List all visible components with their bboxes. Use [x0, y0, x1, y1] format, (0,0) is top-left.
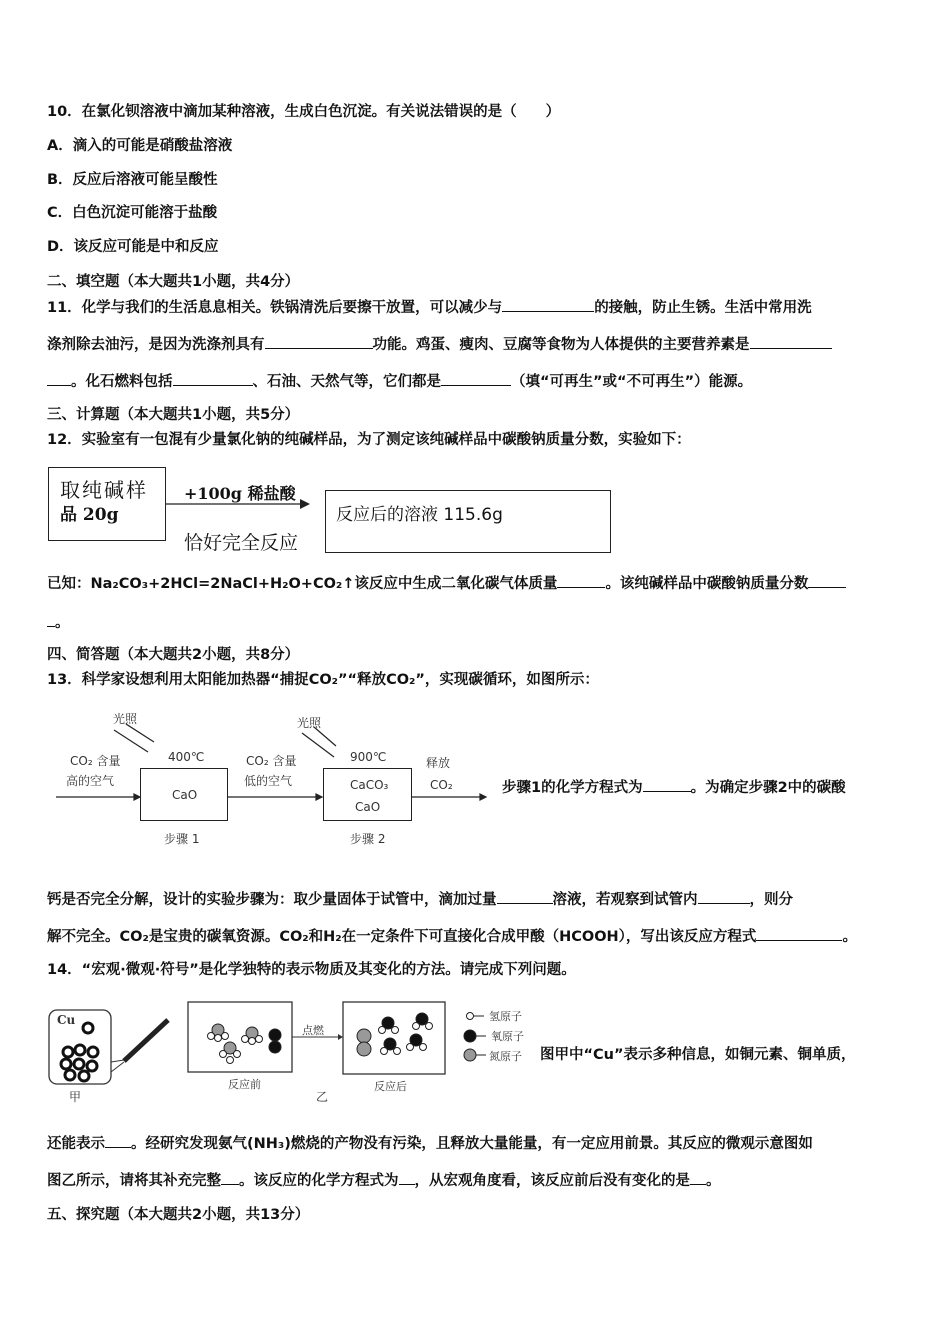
temp-label: 900℃ [350, 750, 387, 764]
text: 、石油、天然气等，它们都是 [252, 374, 441, 390]
step2-label: 步骤 2 [350, 832, 386, 846]
text: 溶液，若观察到试管内 [552, 892, 698, 908]
text: 。 [55, 615, 70, 631]
sample-mass: 品 20g [60, 505, 119, 525]
legend-oxygen: 氧原子 [491, 1030, 524, 1043]
mid-label: 低的空气 [244, 774, 293, 788]
input-label: CO₂ 含量 [70, 754, 121, 768]
q12-stem: 12．实验室有一包混有少量氯化钠的纯碱样品，为了测定该纯碱样品中碳酸钠质量分数，实验如下： [47, 432, 691, 448]
mid-label: CO₂ 含量 [246, 754, 297, 768]
reagent-label: +100g 稀盐酸 [184, 484, 296, 503]
q14-line2 [47, 1133, 813, 1154]
temp-label: 400℃ [168, 750, 205, 764]
input-label: 高的空气 [66, 774, 115, 788]
text: 。化石燃料包括 [71, 374, 173, 390]
text: 钙是否完全分解，设计的实验步骤为：取少量固体于试管中，滴加过量 [47, 892, 497, 908]
text: ，则分 [749, 892, 793, 908]
q10-option-c: C．白色沉淀可能溶于盐酸 [47, 205, 218, 221]
text: 。该反应的化学方程式为 [239, 1173, 399, 1189]
section-4-heading: 四、简答题（本大题共2小题，共8分） [47, 647, 300, 663]
output-label: 释放 [426, 756, 451, 770]
step1-label: 步骤 1 [164, 832, 200, 846]
solution-label: 反应后的溶液 115.6g [336, 505, 503, 525]
blank [105, 1133, 131, 1148]
text: （填“可再生”或“不可再生”）能源。 [511, 374, 753, 390]
text: 。 [706, 1173, 721, 1189]
text: 11．化学与我们的生活息息相关。铁锅清洗后要擦干放置，可以减少与 [47, 300, 503, 316]
text: 解不完全。CO₂是宝贵的碳氧资源。CO₂和H₂在一定条件下可直接化合成甲酸（HCOOH），写出该反应方程式 [47, 929, 757, 945]
text: 。为确定步骤2中的碳酸 [690, 780, 846, 796]
light-label: 光照 [297, 716, 322, 730]
figure-yi-label: 乙 [316, 1090, 329, 1104]
text: 步骤1的化学方程式为 [502, 780, 643, 796]
section-5-heading: 五、探究题（本大题共2小题，共13分） [47, 1207, 310, 1223]
text: 已知：Na₂CO₃+2HCl=2NaCl+H₂O+CO₂↑该反应中生成二氧化碳气体质量 [47, 576, 558, 592]
q14-stem: 14．“宏观·微观·符号”是化学独特的表示物质及其变化的方法。请完成下列问题。 [47, 962, 576, 978]
text: 。 [842, 929, 857, 945]
legend-hydrogen: 氢原子 [489, 1010, 522, 1023]
legend-nitrogen: 氮原子 [489, 1050, 522, 1063]
section-3-heading: 三、计算题（本大题共1小题，共5分） [47, 407, 300, 423]
sample-label: 取纯碱样 [60, 478, 148, 502]
q10-option-d: D．该反应可能是中和反应 [47, 239, 219, 255]
condition-label: 恰好完全反应 [184, 532, 299, 554]
after-label: 反应后 [374, 1080, 407, 1093]
step1-content: CaO [172, 788, 198, 802]
step2-content: CaCO₃ [350, 778, 389, 792]
ignite-label: 点燃 [302, 1024, 324, 1037]
text: 。经研究发现氨气(NH₃)燃烧的产物没有污染，且释放大量能量，有一定应用前景。其反应的微观示意图如 [131, 1136, 813, 1152]
text: 还能表示 [47, 1136, 105, 1152]
blank [221, 1170, 239, 1185]
blank [399, 1170, 415, 1185]
q13-stem: 13．科学家设想利用太阳能加热器“捕捉CO₂”“释放CO₂”，实现碳循环，如图所示： [47, 672, 599, 688]
text: 。该纯碱样品中碳酸钠质量分数 [605, 576, 809, 592]
text: 图乙所示，请将其补充完整 [47, 1173, 221, 1189]
before-label: 反应前 [228, 1078, 261, 1091]
q14-right-text: 图甲中“Cu”表示多种信息，如铜元素、铜单质， [540, 1047, 856, 1063]
output-label: CO₂ [430, 778, 453, 792]
text: ，从宏观角度看，该反应前后没有变化的是 [414, 1173, 690, 1189]
light-label: 光照 [113, 712, 138, 726]
blank [690, 1170, 706, 1185]
text: 涤剂除去油污，是因为洗涤剂具有 [47, 337, 265, 353]
q10-option-a: A．滴入的可能是硝酸盐溶液 [47, 138, 233, 154]
step2-content: CaO [355, 800, 381, 814]
cu-symbol: Cu [57, 1013, 76, 1027]
section-2-heading: 二、填空题（本大题共1小题，共4分） [47, 274, 300, 290]
q10-stem: 10．在氯化钡溶液中滴加某种溶液，生成白色沉淀。有关说法错误的是（ ） [47, 104, 561, 120]
figure-jia-label: 甲 [69, 1090, 82, 1104]
text: 的接触，防止生锈。生活中常用洗 [594, 300, 812, 316]
text: 功能。鸡蛋、瘦肉、豆腐等食物为人体提供的主要营养素是 [372, 337, 750, 353]
q14-line3 [47, 1170, 721, 1191]
q10-option-b: B．反应后溶液可能呈酸性 [47, 172, 218, 188]
